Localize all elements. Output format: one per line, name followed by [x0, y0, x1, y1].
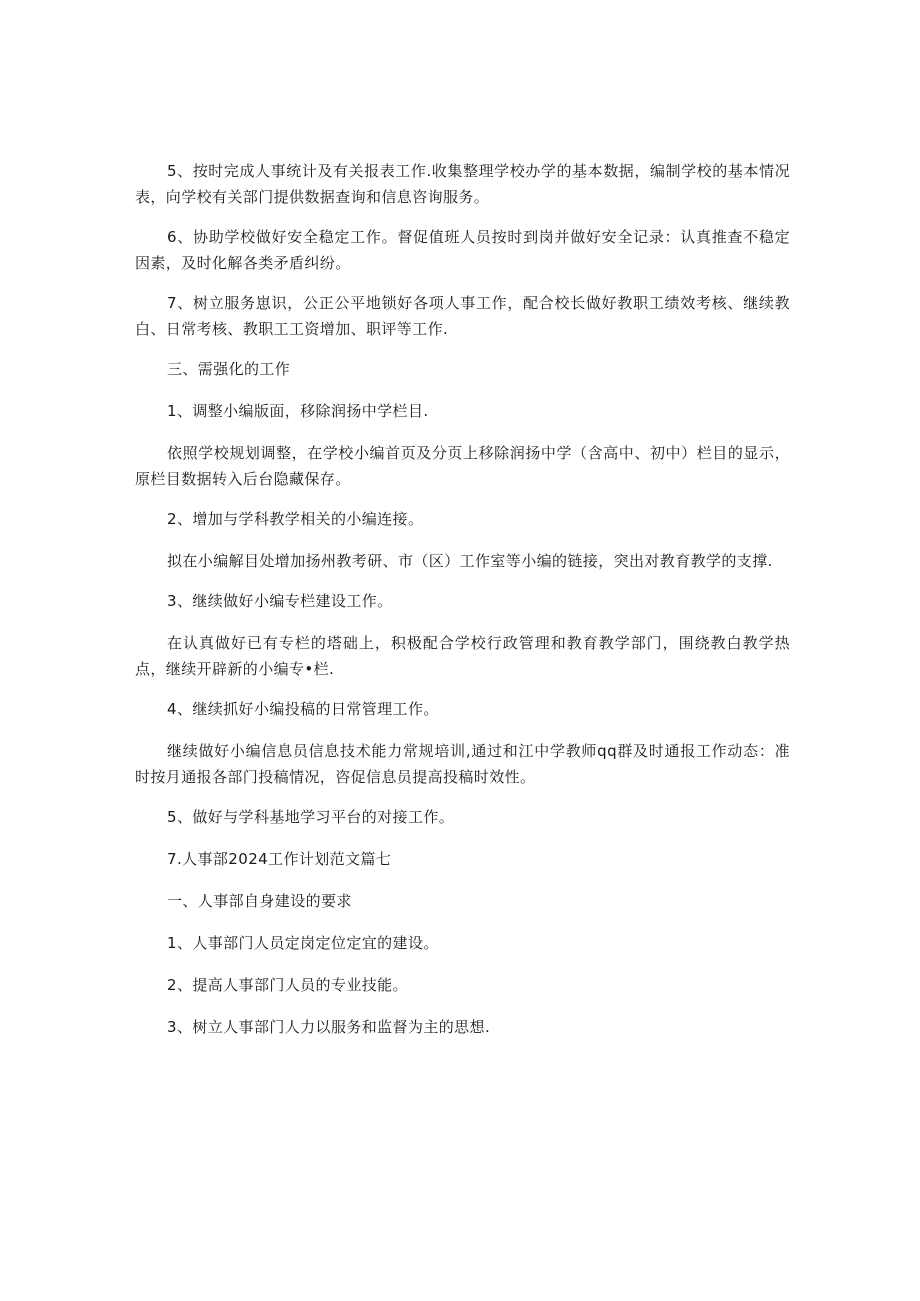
paragraph-item-2-links: 2、增加与学科教学相关的小编连接。	[167, 510, 424, 528]
paragraph-self-item-2: 2、提高人事部门人员的专业技能。	[167, 976, 408, 994]
paragraph-item-1-layout: 1、调整小编版面，移除润扬中学栏目.	[167, 402, 429, 420]
paragraph-self-item-3: 3、树立人事部门人力以服务和监督为主的思想.	[167, 1018, 491, 1036]
paragraph-item-6-safety: 6、协助学校做好安全稳定工作。督促值班人员按时到岗并做好安全记录：认真推查不稳定因素，及时化解各类矛盾纠纷。	[135, 228, 790, 272]
paragraph-item-3-columns: 3、继续做好小编专栏建设工作。	[167, 592, 393, 610]
paragraph-item-5-statistics: 5、按时完成人事统计及有关报表工作.收集整理学校办学的基本数据，编制学校的基本情况表，向学校有关部门提供数据查询和信息咨询服务。	[135, 162, 790, 206]
paragraph-submissions-detail: 继续做好小编信息员信息技术能力常规培训,通过和江中学教师qq群及时通报工作动态：准时按月通报各部门投稿情况，咨促信息员提高投稿时效性。	[135, 742, 790, 786]
article-title: 7.人事部2024工作计划范文篇七	[167, 850, 392, 868]
paragraph-item-5-platform: 5、做好与学科基地学习平台的对接工作。	[167, 808, 455, 826]
paragraph-columns-detail: 在认真做好已有专栏的塔础上，积极配合学校行政管理和教育教学部门，围绕教白教学热点，继续开辟新的小编专•栏.	[135, 634, 790, 678]
paragraph-self-item-1: 1、人事部门人员定岗定位定宜的建设。	[167, 934, 439, 952]
section-heading-self-building: 一、人事部自身建设的要求	[167, 892, 352, 910]
paragraph-item-4-submissions: 4、继续抓好小编投稿的日常管理工作。	[167, 700, 439, 718]
paragraph-links-detail: 拟在小编解目处增加扬州教考研、市（区）工作室等小编的链接，突出对教育教学的支撑.	[167, 552, 773, 570]
section-heading-strengthen: 三、需强化的工作	[167, 360, 291, 378]
paragraph-item-7-service: 7、树立服务崽识，公正公平地锁好各项人事工作，配合校长做好教职工绩效考核、继续教白、日常考核、教职工工资增加、职评等工作.	[135, 294, 790, 338]
paragraph-layout-detail: 依照学校规划调整，在学校小编首页及分页上移除润扬中学（含高中、初中）栏目的显示，原栏目数据转入后台隐藏保存。	[135, 444, 790, 488]
